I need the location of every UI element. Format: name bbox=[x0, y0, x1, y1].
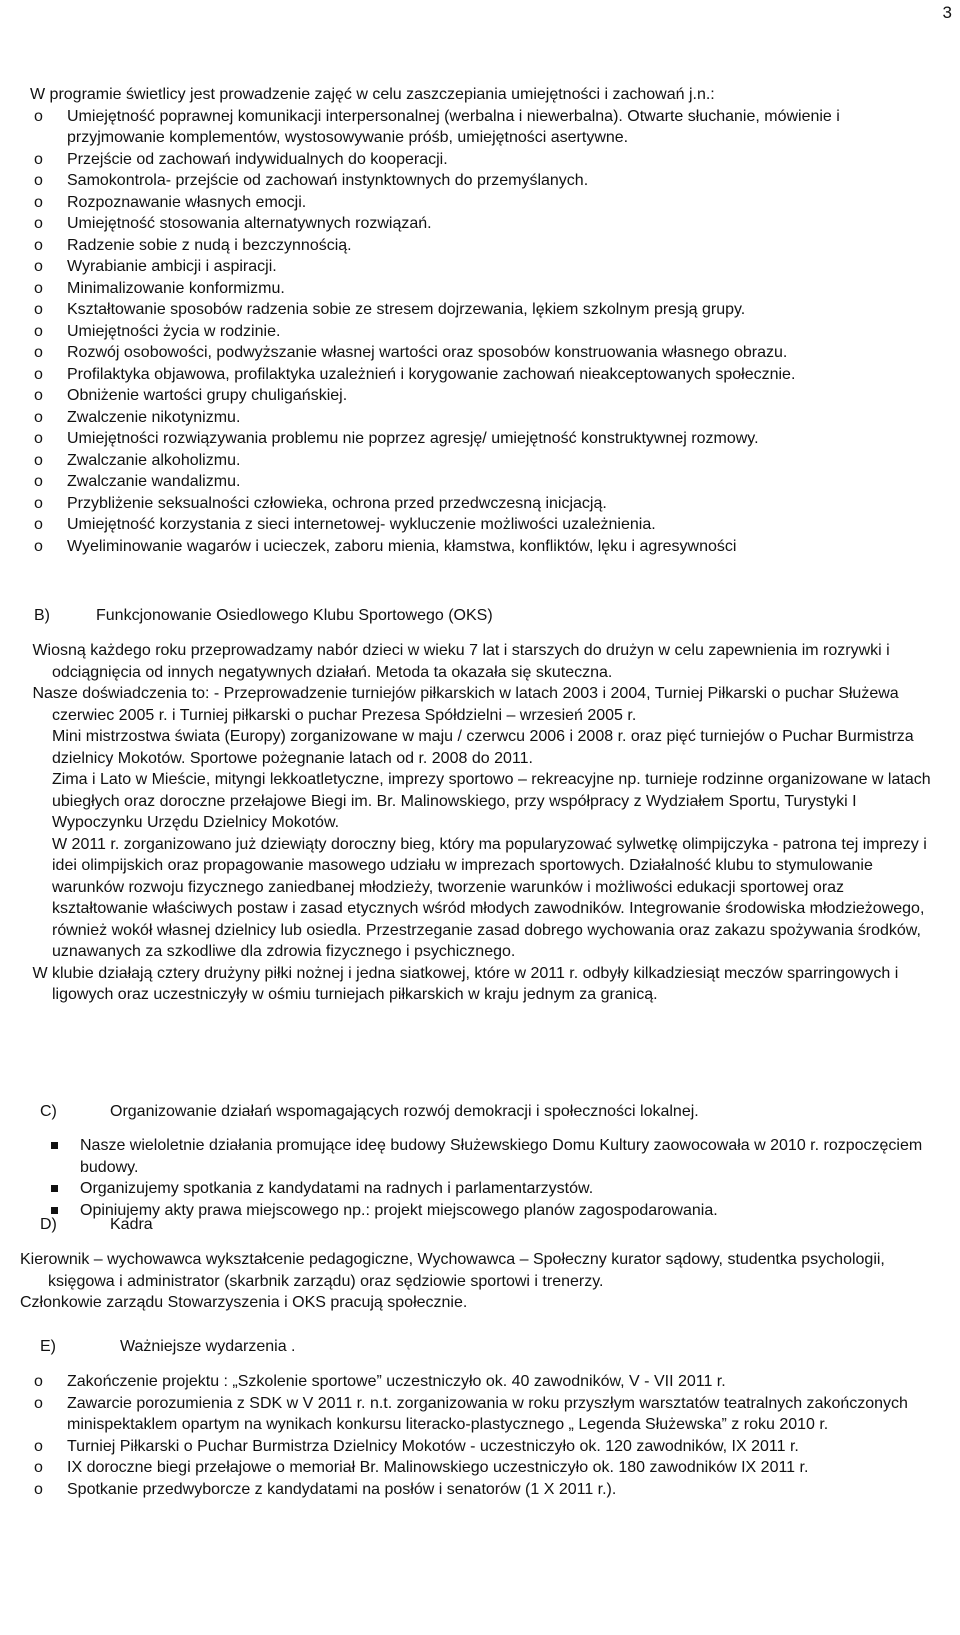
section-title: Ważniejsze wydarzenia . bbox=[120, 1338, 296, 1355]
list-item: W klubie działają cztery drużyny piłki nożnej i jedna siatkowej, które w 2011 r. odbyły kilkadziesiąt meczów sparringowych i ligowych oraz uczestniczyły w ośmiu turniejach piłkarskich w kraju jednym za granicą. bbox=[32, 964, 899, 1003]
section-letter: C) bbox=[40, 1103, 57, 1120]
list-item: o Umiejętność poprawnej komunikacji interpersonalnej (werbalna i niewerbalna). Otwarte słuchanie, mówienie i przyjmowanie komplementów, wystosowywanie próśb, umiejętności asertywne. bbox=[34, 106, 934, 149]
section-e-heading bbox=[40, 1336, 295, 1358]
democracy-list bbox=[34, 1135, 934, 1221]
list-item: o Radzenie sobie z nudą i bezczynnością. bbox=[34, 235, 934, 257]
page-number: 3 bbox=[942, 3, 952, 22]
list-item: o Zawarcie porozumienia z SDK w V 2011 r. n.t. zorganizowania w roku przyszłym warsztatów teatralnych zakończonych minispektaklem opartym na wynikach konkursu literacko-plastycznego „ Legenda Służewska” z roku 2010 r. bbox=[34, 1393, 929, 1436]
list-item: o Przybliżenie seksualności człowieka, ochrona przed przedwczesną inicjacją. bbox=[34, 493, 934, 515]
section-b-heading bbox=[34, 605, 493, 627]
list-item: o Umiejętności życia w rodzinie. bbox=[34, 321, 934, 343]
list-item: o Zwalczanie wandalizmu. bbox=[34, 471, 934, 493]
list-item: Opiniujemy akty prawa miejscowego np.: projekt miejscowego planów zagospodarowania. bbox=[34, 1200, 934, 1222]
section-title: Kadra bbox=[110, 1216, 153, 1233]
list-item: o IX doroczne biegi przełajowe o memoriał Br. Malinowskiego uczestniczyło ok. 180 zawodników IX 2011 r. bbox=[34, 1457, 929, 1479]
section-letter: B) bbox=[34, 607, 50, 624]
list-item: o Umiejętność stosowania alternatywnych rozwiązań. bbox=[34, 213, 934, 235]
intro-lead: W programie świetlicy jest prowadzenie zajęć w celu zaszczepiania umiejętności i zachowań j.n.: bbox=[30, 86, 715, 103]
list-item: Nasze wieloletnie działania promujące ideę budowy Służewskiego Domu Kultury zaowocowała w 2010 r. rozpoczęciem budowy. bbox=[34, 1135, 934, 1178]
list-item: o Spotkanie przedwyborcze z kandydatami na posłów i senatorów (1 X 2011 r.). bbox=[34, 1479, 929, 1501]
list-item: o Wyeliminowanie wagarów i ucieczek, zaboru mienia, kłamstwa, konfliktów, lęku i agresywności bbox=[34, 536, 934, 558]
list-item: o Samokontrola- przejście od zachowań instynktownych do przemyślanych. bbox=[34, 170, 934, 192]
section-title: Funkcjonowanie Osiedlowego Klubu Sportowego (OKS) bbox=[96, 607, 493, 624]
board-description: Członkowie zarządu Stowarzyszenia i OKS pracują społecznie. bbox=[20, 1294, 468, 1311]
section-c-heading bbox=[40, 1101, 699, 1123]
list-item: o Umiejętność korzystania z sieci internetowej- wykluczenie możliwości uzależnienia. bbox=[34, 514, 934, 536]
list-item: o Rozpoznawanie własnych emocji. bbox=[34, 192, 934, 214]
list-item: o Rozwój osobowości, podwyższanie własnej wartości oraz sposobów konstruowania własnego obrazu. bbox=[34, 342, 934, 364]
list-item: o Umiejętności rozwiązywania problemu nie poprzez agresję/ umiejętność konstruktywnej rozmowy. bbox=[34, 428, 934, 450]
oks-numbered-list bbox=[8, 640, 933, 726]
oks-numbered-list-cont bbox=[8, 963, 933, 1006]
paragraph: Zima i Lato w Mieście, mityngi lekkoatletyczne, imprezy sportowo – rekreacyjne np. turnieje rodzinne organizowane w latach ubiegłych oraz doroczne przełajowe Biegi im. Br. Malinowskiego, przy współpracy z Wydziałem Sportu, Turystyki I Wypoczynku Urzędu Dzielnicy Mokotów. bbox=[52, 771, 931, 831]
paragraph: Mini mistrzostwa świata (Europy) zorganizowane w maju / czerwcu 2006 i 2008 r. oraz pięć turniejów o Puchar Burmistrza dzielnicy Mokotów. Sportowe pożegnanie latach od r. 2008 do 2011. bbox=[52, 728, 914, 767]
list-item: o Kształtowanie sposobów radzenia sobie ze stresem dojrzewania, lękiem szkolnym presją grupy. bbox=[34, 299, 934, 321]
list-item: Nasze doświadczenia to: - Przeprowadzenie turniejów piłkarskich w latach 2003 i 2004, Turniej Piłkarski o puchar Służewa czerwiec 2005 r. i Turniej piłkarski o puchar Prezesa Spółdzielni – wrzesień 2005 r. bbox=[32, 685, 899, 724]
intro-section bbox=[30, 84, 934, 557]
section-d-heading bbox=[40, 1214, 153, 1236]
list-item: o Zakończenie projektu : „Szkolenie sportowe” uczestniczyło ok. 40 zawodników, V - VII 2011 r. bbox=[34, 1371, 929, 1393]
list-item: o Przejście od zachowań indywidualnych do kooperacji. bbox=[34, 149, 934, 171]
section-letter: D) bbox=[40, 1216, 57, 1233]
events-list bbox=[34, 1371, 929, 1500]
list-item: Wiosną każdego roku przeprowadzamy nabór dzieci w wieku 7 lat i starszych do drużyn w celu zapewnienia im rozrywki i odciągnięcia od innych negatywnych działań. Metoda ta okazała się skuteczna. bbox=[32, 642, 890, 681]
section-d-body bbox=[20, 1249, 935, 1314]
list-item: o Zwalczanie alkoholizmu. bbox=[34, 450, 934, 472]
list-item: o Turniej Piłkarski o Puchar Burmistrza Dzielnicy Mokotów - uczestniczyło ok. 120 zawodników, IX 2011 r. bbox=[34, 1436, 929, 1458]
list-item: o Obniżenie wartości grupy chuligańskiej. bbox=[34, 385, 934, 407]
list-item: o Wyrabianie ambicji i aspiracji. bbox=[34, 256, 934, 278]
list-item: Organizujemy spotkania z kandydatami na radnych i parlamentarzystów. bbox=[34, 1178, 934, 1200]
list-item: o Minimalizowanie konformizmu. bbox=[34, 278, 934, 300]
section-e-body bbox=[34, 1371, 929, 1500]
list-item: o Profilaktyka objawowa, profilaktyka uzależnień i korygowanie zachowań nieakceptowanych społecznie. bbox=[34, 364, 934, 386]
section-letter: E) bbox=[40, 1338, 56, 1355]
section-c-body bbox=[34, 1135, 934, 1221]
list-item: o Zwalczenie nikotynizmu. bbox=[34, 407, 934, 429]
section-b-body bbox=[8, 640, 933, 1006]
oks-experience-details bbox=[8, 726, 933, 963]
paragraph: W 2011 r. zorganizowano już dziewiąty doroczny bieg, który ma popularyzować sylwetkę olimpijczyka - patrona tej imprezy i idei olimpijskich oraz propagowanie masowego udziału w imprezach sportowych. Działalność klubu to stymulowanie warunków rozwoju fizycznego zaniedbanej młodzieży, tworzenie warunków i możliwości edukacji sportowej oraz kształtowanie właściwych postaw i zasad etycznych wśród młodych zawodników. Integrowanie środowiska młodzieżowego, również wokół własnej dzielnicy lub osiedla. Przestrzeganie zasad dobrego wychowania oraz zakazu spożywania środków, uznawanych za szkodliwe dla zdrowia fizycznego i psychicznego. bbox=[52, 835, 927, 960]
skills-list bbox=[34, 106, 934, 558]
section-title: Organizowanie działań wspomagających rozwój demokracji i społeczności lokalnej. bbox=[110, 1103, 699, 1120]
staff-description: Kierownik – wychowawca wykształcenie pedagogiczne, Wychowawca – Społeczny kurator sądowy, studentka psychologii, księgowa i administrator (skarbnik zarządu) oraz sędziowie sportowi i trenerzy. bbox=[20, 1251, 885, 1290]
